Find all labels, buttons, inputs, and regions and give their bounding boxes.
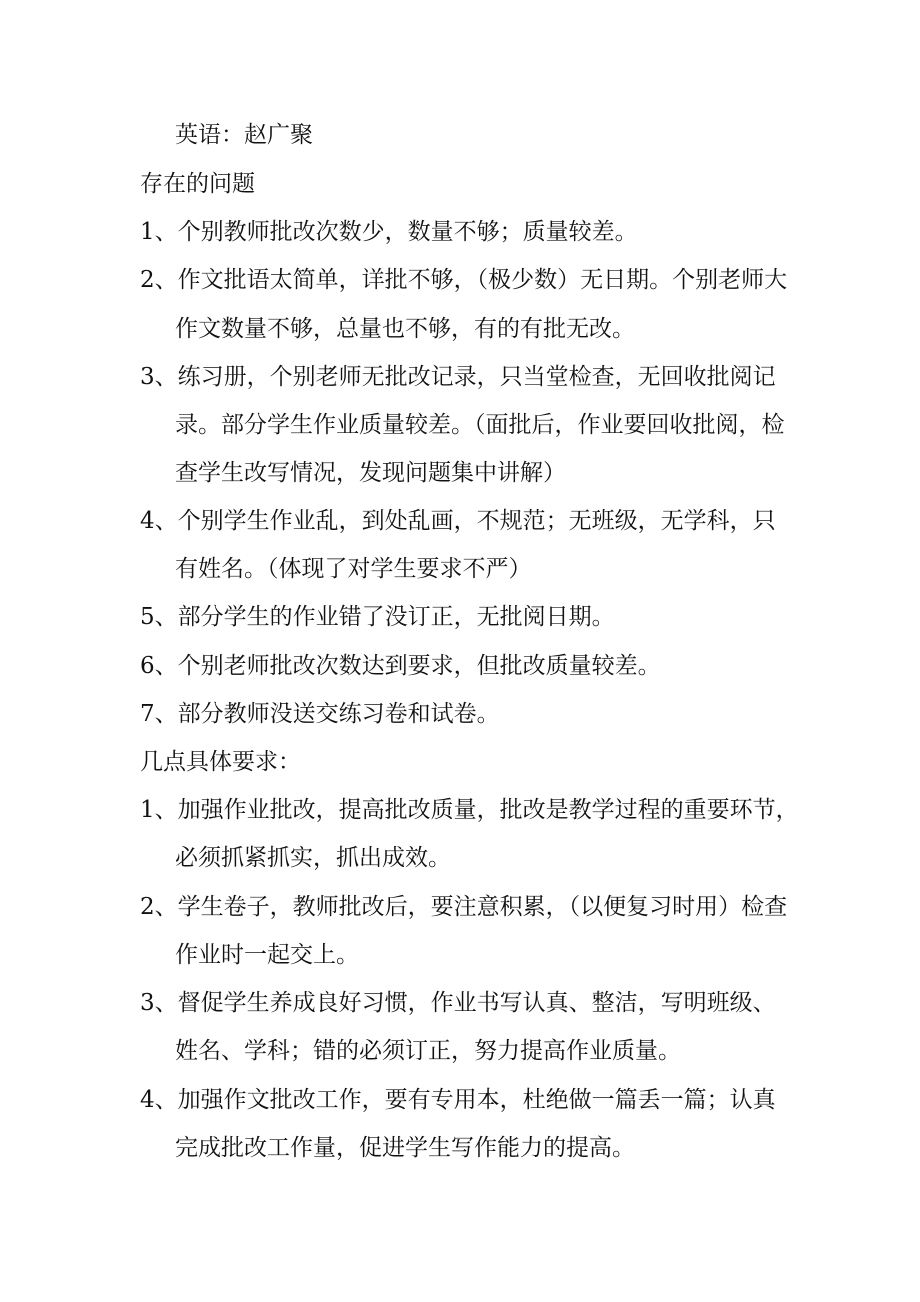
subject-line: 英语：赵广聚 [175,122,313,148]
requirements-heading: 几点具体要求： [140,749,301,775]
problem-number: 2 [140,267,155,293]
requirement-text: 、加强作文批改工作，要有专用本，杜绝做一篇丢一篇；认真 [154,1087,776,1113]
problem-text: 、个别老师批改次数达到要求，但批改质量较差。 [154,653,661,679]
requirement-number: 2 [140,894,155,920]
problem-item-4 [140,506,776,536]
requirement-item-2 [140,892,787,922]
problem-number: 5 [140,604,155,630]
problem-text: 、作文批语太简单，详批不够，（极少数）无日期。个别老师大 [154,267,788,293]
problem-text: 、练习册，个别老师无批改记录，只当堂检查，无回收批阅记 [154,364,776,390]
requirement-number: 3 [140,990,155,1016]
problems-heading: 存在的问题 [140,171,255,197]
problem-number: 1 [140,219,155,245]
problem-item-3 [140,362,776,392]
problem-item-1 [140,217,638,247]
problem-number: 3 [140,364,155,390]
problem-number: 6 [140,653,155,679]
requirement-number: 1 [140,797,155,823]
problem-text: 、部分教师没送交练习卷和试卷。 [154,701,500,727]
problem-item-2 [140,265,787,295]
problem-item-7 [140,699,500,729]
problem-item-5 [140,602,615,632]
problem-number: 7 [140,701,155,727]
requirement-item-3 [140,988,776,1018]
requirement-text-continued: 作业时一起交上。 [175,942,359,968]
requirement-text-continued: 完成批改工作量，促进学生写作能力的提高。 [175,1135,635,1161]
requirement-item-4 [140,1085,776,1115]
requirement-text-continued: 姓名、学科；错的必须订正，努力提高作业质量。 [175,1038,681,1064]
problem-text: 、个别学生作业乱，到处乱画，不规范；无班级，无学科，只 [154,508,776,534]
requirement-number: 4 [140,1087,155,1113]
problem-text-continued: 有姓名。（体现了对学生要求不严） [175,556,532,582]
problem-text-continued: 作文数量不够，总量也不够，有的有批无改。 [175,316,635,342]
requirement-item-1 [140,795,799,825]
problem-text-continued: 录。部分学生作业质量较差。（面批后，作业要回收批阅，检 [175,412,785,438]
problem-item-6 [140,651,661,681]
requirement-text: 、学生卷子，教师批改后，要注意积累，（以便复习时用）检查 [154,894,788,920]
requirement-text: 、督促学生养成良好习惯，作业书写认真、整洁，写明班级、 [154,990,776,1016]
requirement-text-continued: 必须抓紧抓实，抓出成效。 [175,845,451,871]
requirement-text: 、加强作业批改，提高批改质量，批改是教学过程的重要环节， [154,797,799,823]
problem-text: 、部分学生的作业错了没订正，无批阅日期。 [154,604,615,630]
problem-text: 、个别教师批改次数少，数量不够；质量较差。 [154,219,638,245]
problem-number: 4 [140,508,155,534]
problem-text-continued: 查学生改写情况，发现问题集中讲解） [175,460,566,486]
